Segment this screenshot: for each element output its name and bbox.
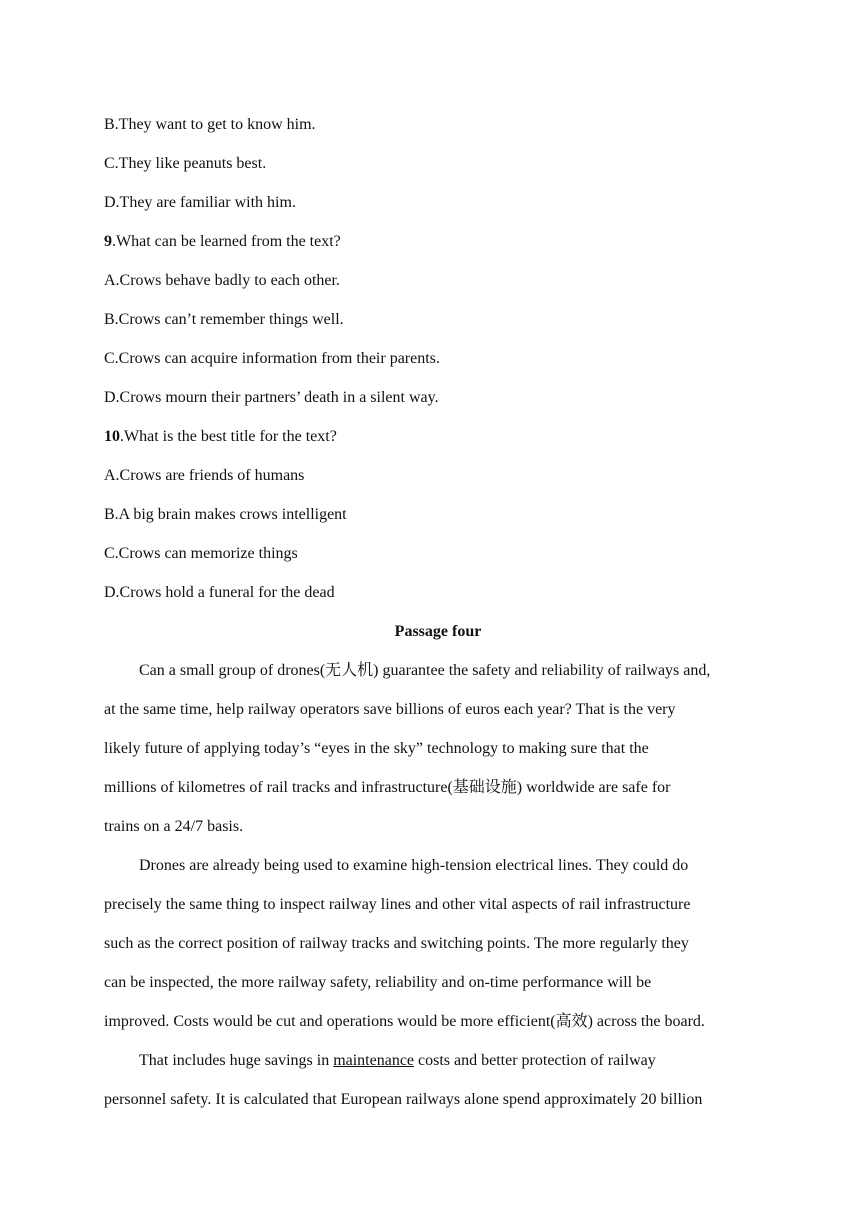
paragraph-1-line: Can a small group of drones(无人机) guarantee the safety and reliability of railways and, [139,662,711,679]
q8-option-b: B.They want to get to know him. [104,116,316,133]
q10-option-a: A.Crows are friends of humans [104,467,305,484]
q9-option-c: C.Crows can acquire information from their parents. [104,350,440,367]
question-9 [104,230,764,269]
q8-option-c: C.They like peanuts best. [104,155,267,172]
passage-title: Passage four [394,623,482,640]
question-text: .What is the best title for the text? [120,428,337,445]
q10-option-b: B.A big brain makes crows intelligent [104,506,347,523]
question-10 [104,425,764,464]
paragraph-2-line: such as the correct position of railway tracks and switching points. The more regularly they [104,935,689,952]
q10-option-d: D.Crows hold a funeral for the dead [104,584,335,601]
paragraph-1-line: at the same time, help railway operators save billions of euros each year? That is the very [104,701,676,718]
underlined-word: maintenance [333,1052,415,1069]
q9-option-d: D.Crows mourn their partners’ death in a silent way. [104,389,439,406]
paragraph-3-line [104,1049,764,1088]
paragraph-2-line: precisely the same thing to inspect railway lines and other vital aspects of rail infrastructure [104,896,691,913]
question-number: 10 [104,428,120,445]
q9-option-a: A.Crows behave badly to each other. [104,272,340,289]
paragraph-1-line: trains on a 24/7 basis. [104,818,244,835]
q8-option-d: D.They are familiar with him. [104,194,296,211]
paragraph-2-line: Drones are already being used to examine high-tension electrical lines. They could do [139,857,689,874]
text-segment: costs and better protection of railway [414,1052,656,1069]
paragraph-2-line: improved. Costs would be cut and operations would be more efficient(高效) across the board. [104,1013,705,1030]
paragraph-1-line: millions of kilometres of rail tracks and infrastructure(基础设施) worldwide are safe for [104,779,671,796]
question-number: 9 [104,233,112,250]
q9-option-b: B.Crows can’t remember things well. [104,311,344,328]
paragraph-1-line: likely future of applying today’s “eyes in the sky” technology to making sure that the [104,740,649,757]
document-page [104,113,764,1127]
text-segment: That includes huge savings in [139,1052,334,1069]
q10-option-c: C.Crows can memorize things [104,545,298,562]
paragraph-2-line: can be inspected, the more railway safety, reliability and on-time performance will be [104,974,652,991]
paragraph-3-line: personnel safety. It is calculated that European railways alone spend approximately 20 billion [104,1091,703,1108]
question-text: .What can be learned from the text? [112,233,341,250]
